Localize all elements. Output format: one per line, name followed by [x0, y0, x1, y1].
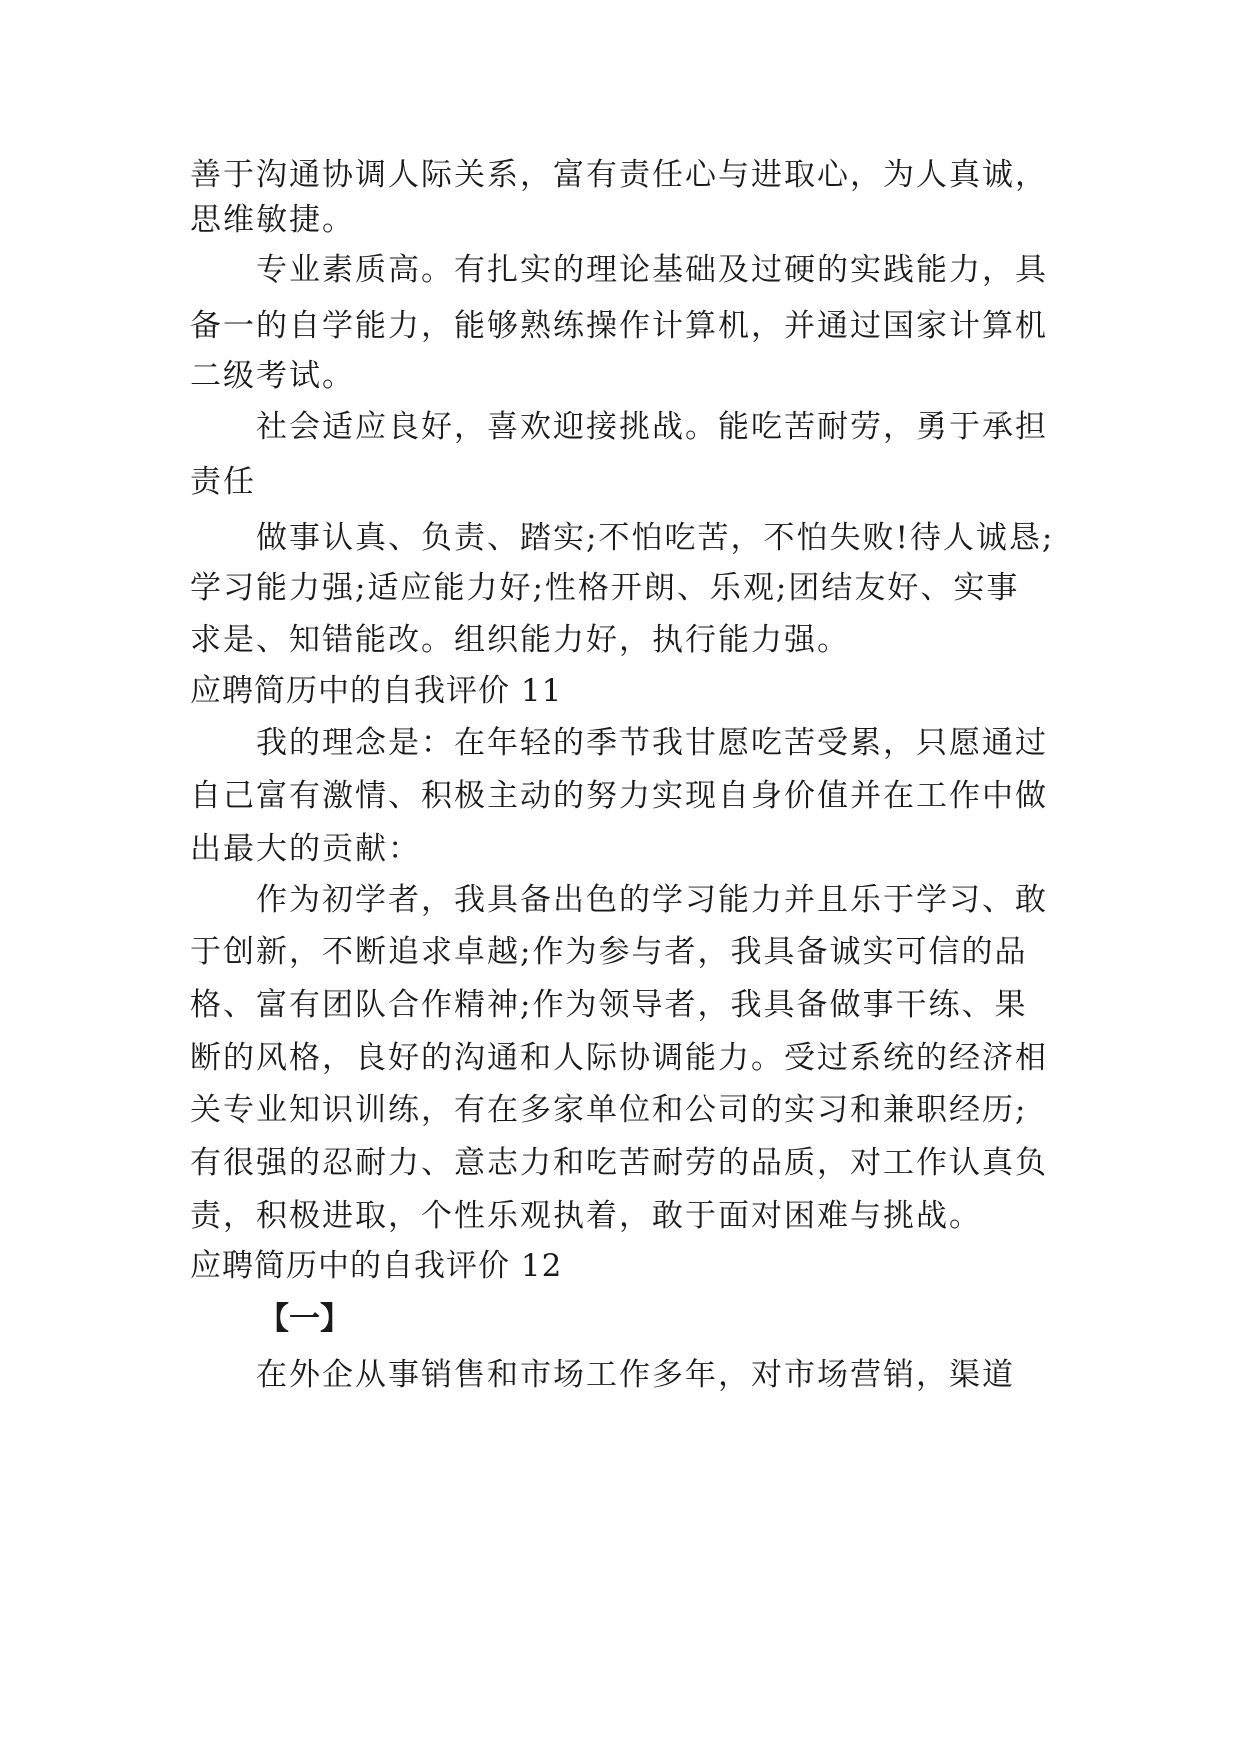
paragraph-first-line: 做事认真、负责、踏实;不怕吃苦，不怕失败!待人诚恳;: [256, 520, 1055, 556]
paragraph-first-line: 作为初学者，我具备出色的学习能力并且乐于学习、敢: [256, 882, 1048, 918]
paragraph-first-line: 社会适应良好，喜欢迎接挑战。能吃苦耐劳，勇于承担: [256, 409, 1048, 445]
body-text-line: 备一的自学能力，能够熟练操作计算机，并通过国家计算机: [190, 308, 1048, 344]
body-text-line: 自己富有激情、积极主动的努力实现自身价值并在工作中做: [190, 778, 1048, 814]
paragraph-first-line: 在外企从事销售和市场工作多年，对市场营销，渠道: [256, 1357, 1015, 1393]
body-text-line: 格、富有团队合作精神;作为领导者，我具备做事干练、果: [190, 987, 1028, 1023]
body-text-line: 思维敏捷。: [190, 202, 355, 238]
paragraph-first-line: 我的理念是：在年轻的季节我甘愿吃苦受累，只愿通过: [256, 725, 1048, 761]
section-heading: 应聘简历中的自我评价 11: [190, 673, 563, 709]
body-text-line: 于创新，不断追求卓越;作为参与者，我具备诚实可信的品: [190, 934, 1028, 970]
body-text-line: 责，积极进取，个性乐观执着，敢于面对困难与挑战。: [190, 1198, 982, 1234]
body-text-line: 求是、知错能改。组织能力好，执行能力强。: [190, 622, 850, 658]
body-text-line: 善于沟通协调人际关系，富有责任心与进取心，为人真诚，: [190, 157, 1048, 193]
paragraph-first-line: 专业素质高。有扎实的理论基础及过硬的实践能力，具: [256, 252, 1048, 288]
section-heading: 应聘简历中的自我评价 12: [190, 1248, 563, 1284]
body-text-line: 出最大的贡献：: [190, 831, 421, 867]
body-text-line: 有很强的忍耐力、意志力和吃苦耐劳的品质，对工作认真负: [190, 1145, 1048, 1181]
body-text-line: 学习能力强;适应能力好;性格开朗、乐观;团结友好、实事: [190, 570, 1020, 606]
body-text-line: 责任: [190, 464, 256, 500]
body-text-line: 关专业知识训练，有在多家单位和公司的实习和兼职经历;: [190, 1092, 1028, 1128]
body-text-line: 二级考试。: [190, 358, 355, 394]
body-text-line: 断的风格，良好的沟通和人际协调能力。受过系统的经济相: [190, 1040, 1048, 1076]
subsection-marker: 【一】: [258, 1301, 351, 1337]
